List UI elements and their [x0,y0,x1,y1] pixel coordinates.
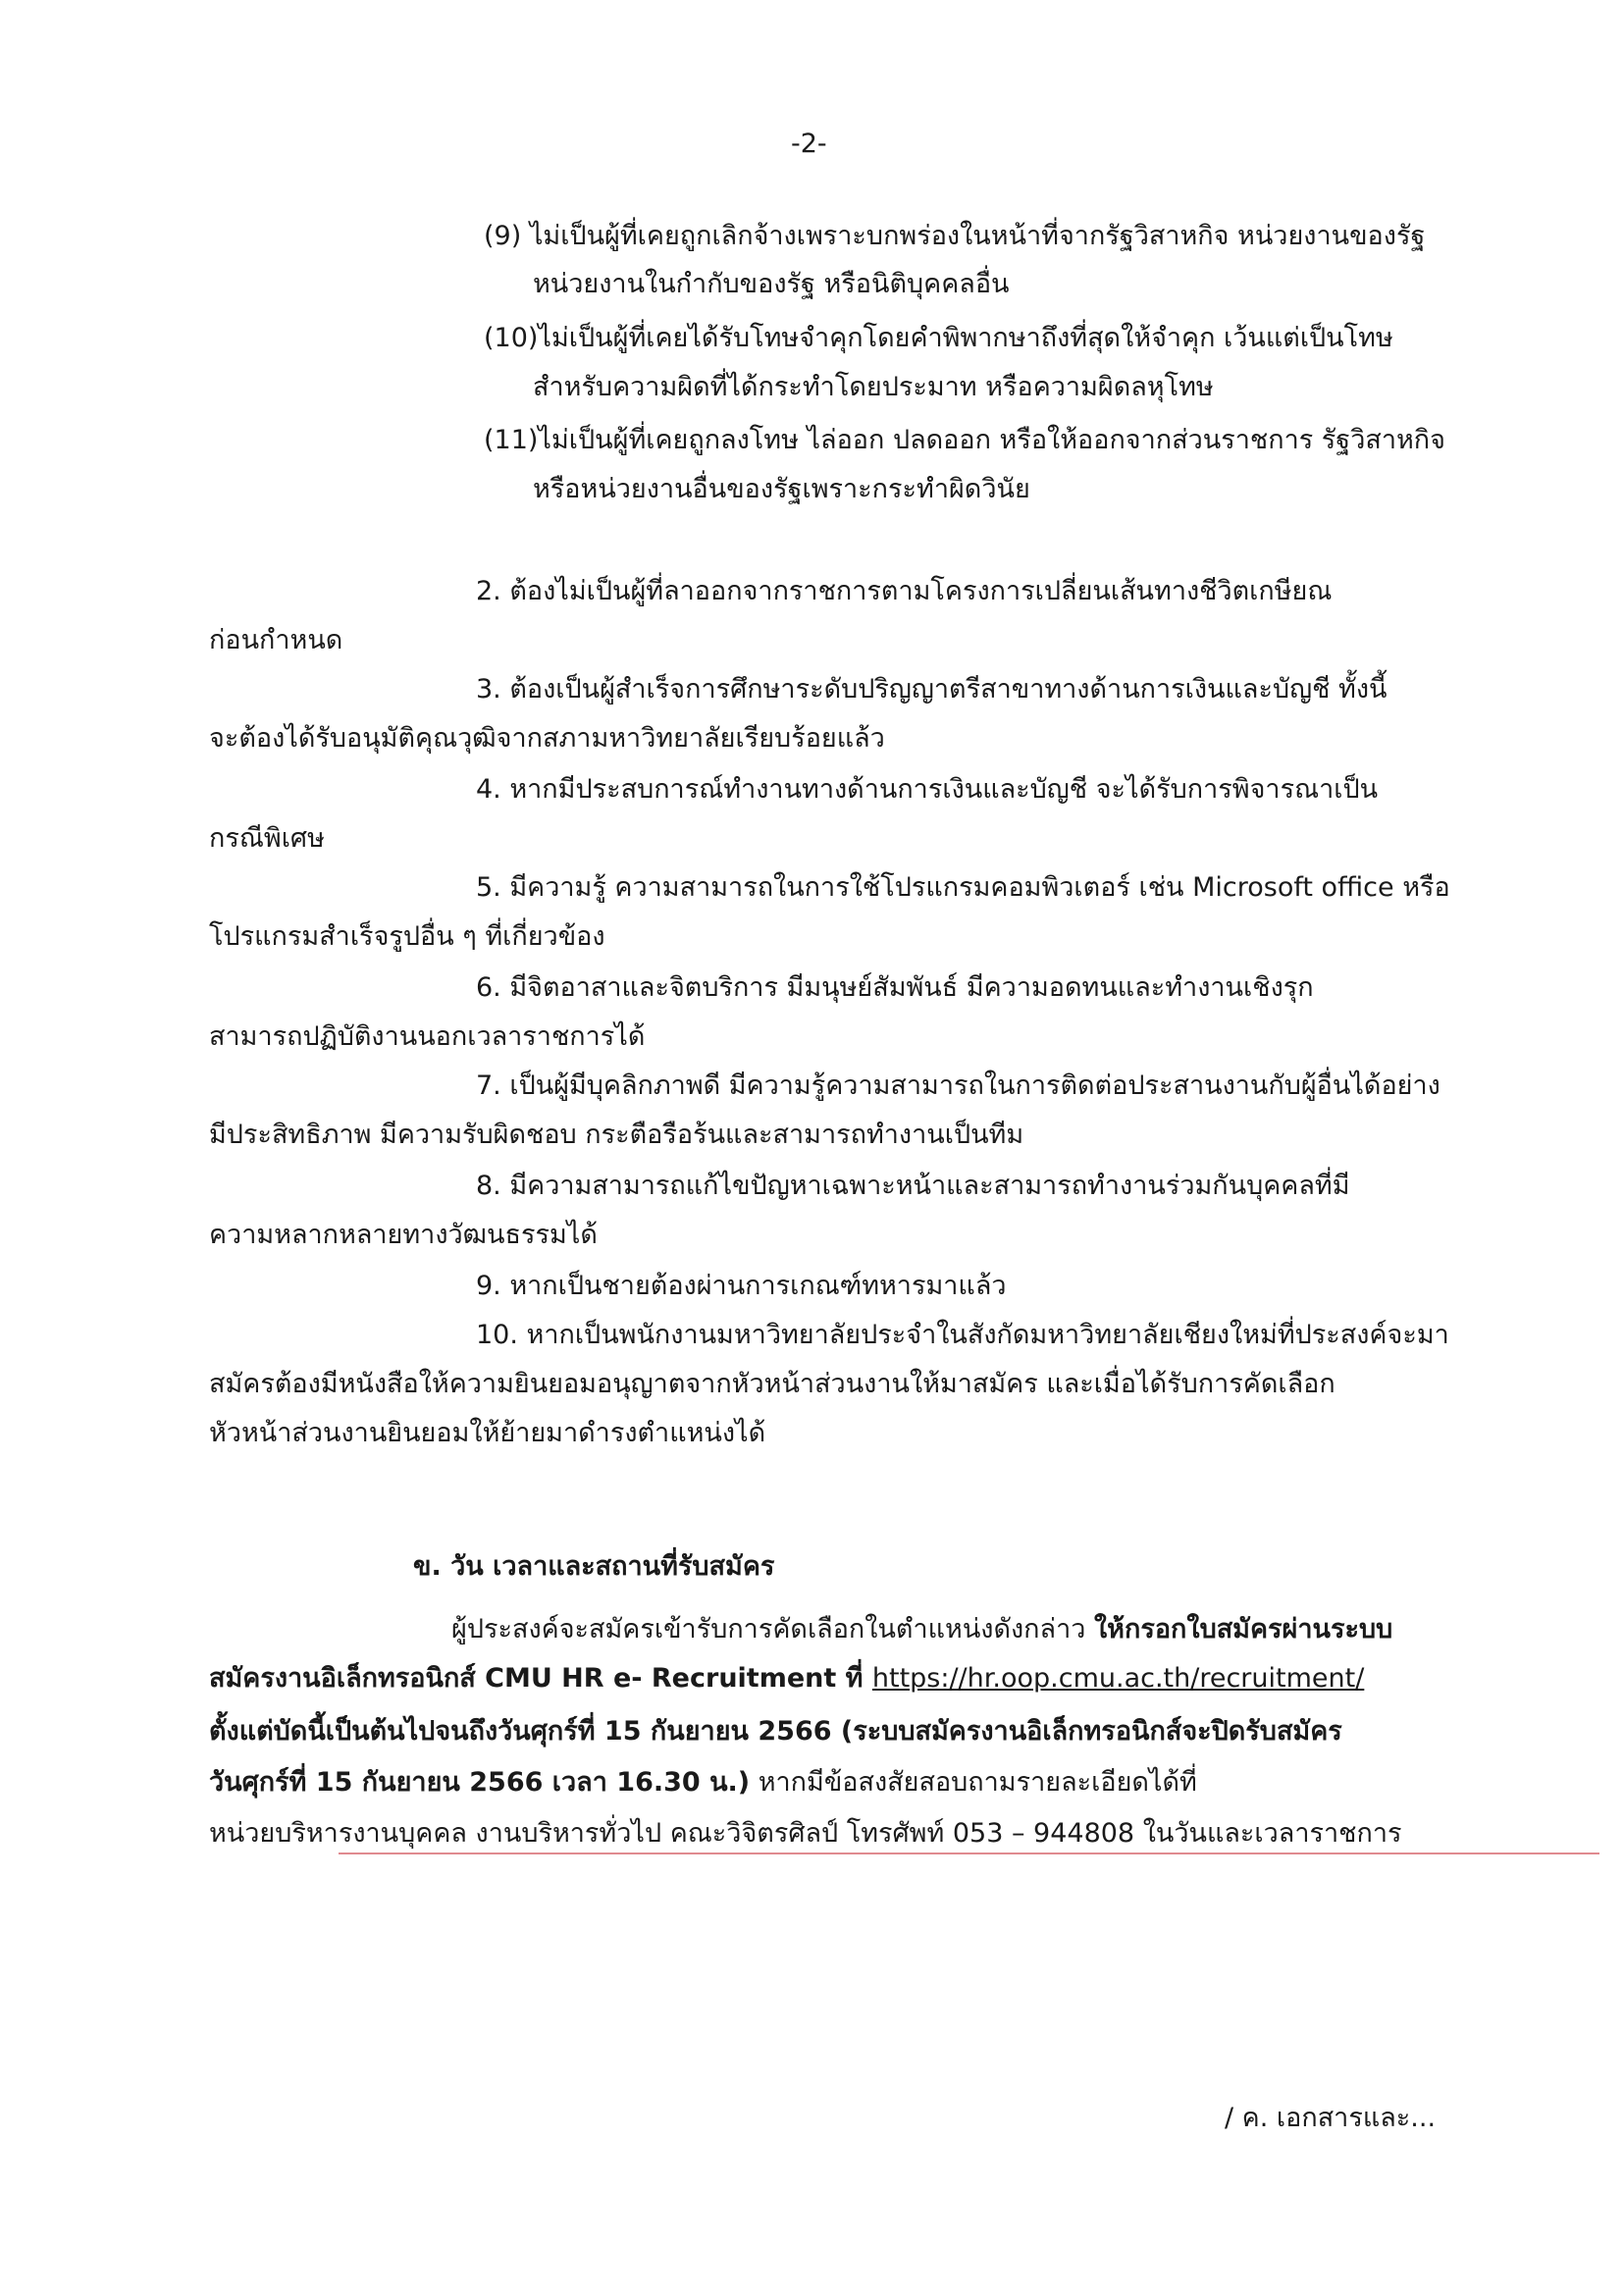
sub-item-9-line2: หน่วยงานในกำกับของรัฐ หรือนิติบุคคลอื่น [533,269,1010,299]
item-8-line2: ความหลากหลายทางวัฒนธรรมได้ [209,1220,598,1250]
item-3-line2: จะต้องได้รับอนุมัติคุณวุฒิจากสภามหาวิทยาลัยเรียบร้อยแล้ว [209,723,885,754]
section-b-line1-text: ผู้ประสงค์จะสมัครเข้ารับการคัดเลือกในตำแหน่งดังกล่าว [451,1614,1094,1644]
sub-item-10-line1: (10)ไม่เป็นผู้ที่เคยได้รับโทษจำคุกโดยคำพิพากษาถึงที่สุดให้จำคุก เว้นแต่เป็นโทษ [484,323,1393,353]
item-4-line2: กรณีพิเศษ [209,823,325,854]
section-b-line1-bold: ให้กรอกใบสมัครผ่านระบบ [1093,1614,1393,1644]
recruitment-link[interactable]: https://hr.oop.cmu.ac.th/recruitment/ [871,1663,1365,1694]
section-b-deadline: วันศุกร์ที่ 15 กันยายน 2566 เวลา 16.30 น.) [209,1767,751,1798]
section-b-line5: หน่วยบริหารงานบุคคล งานบริหารทั่วไป คณะวิจิตรศิลป์ โทรศัพท์ 053 – 944808 ในวันและเวลาราชการ [209,1818,1402,1849]
continuation-note: / ค. เอกสารและ... [1225,2103,1437,2133]
item-8-line1: 8. มีความสามารถแก้ไขปัญหาเฉพาะหน้าและสามารถทำงานร่วมกันบุคคลที่มี [476,1171,1350,1201]
sub-item-10-line2: สำหรับความผิดที่ได้กระทำโดยประมาท หรือความผิดลหุโทษ [533,372,1214,402]
item-4-line1: 4. หากมีประสบการณ์ทำงานทางด้านการเงินและบัญชี จะได้รับการพิจารณาเป็น [476,774,1379,805]
item-6-line1: 6. มีจิตอาสาและจิตบริการ มีมนุษย์สัมพันธ์ มีความอดทนและทำงานเชิงรุก [476,972,1314,1003]
section-b-inquiry: หากมีข้อสงสัยสอบถามรายละเอียดได้ที่ [750,1767,1197,1798]
item-3-line1: 3. ต้องเป็นผู้สำเร็จการศึกษาระดับปริญญาตรีสาขาทางด้านการเงินและบัญชี ทั้งนี้ [476,674,1387,704]
item-9-line1: 9. หากเป็นชายต้องผ่านการเกณฑ์ทหารมาแล้ว [476,1271,1007,1301]
item-7-line2: มีประสิทธิภาพ มีความรับผิดชอบ กระตือรือร้นและสามารถทำงานเป็นทีม [209,1120,1024,1150]
item-5-line1: 5. มีความรู้ ความสามารถในการใช้โปรแกรมคอมพิวเตอร์ เช่น Microsoft office หรือ [476,872,1450,903]
item-5-line2: โปรแกรมสำเร็จรูปอื่น ๆ ที่เกี่ยวข้อง [209,921,605,952]
section-b-line3: ตั้งแต่บัดนี้เป็นต้นไปจนถึงวันศุกร์ที่ 15 กันยายน 2566 (ระบบสมัครงานอิเล็กทรอนิกส์จะปิดรับสมัคร [209,1716,1342,1747]
section-b-system-name: สมัครงานอิเล็กทรอนิกส์ CMU HR e- Recruitment ที่ [209,1663,872,1694]
section-b-heading: ข. วัน เวลาและสถานที่รับสมัคร [413,1551,775,1582]
sub-item-9-line1: (9) ไม่เป็นผู้ที่เคยถูกเลิกจ้างเพราะบกพร่องในหน้าที่จากรัฐวิสาหกิจ หน่วยงานของรัฐ [484,221,1426,251]
item-2-line1: 2. ต้องไม่เป็นผู้ที่ลาออกจากราชการตามโครงการเปลี่ยนเส้นทางชีวิตเกษียณ [476,576,1333,606]
item-10-line2: สมัครต้องมีหนังสือให้ความยินยอมอนุญาตจากหัวหน้าส่วนงานให้มาสมัคร และเมื่อได้รับการคัดเลือก [209,1369,1335,1399]
section-b-line2 [209,1660,1364,1697]
section-b-line1 [451,1611,1392,1648]
item-10-line3: หัวหน้าส่วนงานยินยอมให้ย้ายมาดำรงตำแหน่งได้ [209,1418,766,1448]
sub-item-11-line2: หรือหน่วยงานอื่นของรัฐเพราะกระทำผิดวินัย [533,474,1030,504]
page-number: -2- [791,129,827,159]
red-divider-line [339,1852,1599,1854]
item-10-line1: 10. หากเป็นพนักงานมหาวิทยาลัยประจำในสังกัดมหาวิทยาลัยเชียงใหม่ที่ประสงค์จะมา [476,1320,1449,1350]
item-2-line2: ก่อนกำหนด [209,625,343,655]
item-6-line2: สามารถปฏิบัติงานนอกเวลาราชการได้ [209,1021,646,1052]
section-b-line4 [209,1764,1197,1801]
sub-item-11-line1: (11)ไม่เป็นผู้ที่เคยถูกลงโทษ ไล่ออก ปลดออก หรือให้ออกจากส่วนราชการ รัฐวิสาหกิจ [484,425,1445,455]
item-7-line1: 7. เป็นผู้มีบุคลิกภาพดี มีความรู้ความสามารถในการติดต่อประสานงานกับผู้อื่นได้อย่าง [476,1070,1440,1101]
